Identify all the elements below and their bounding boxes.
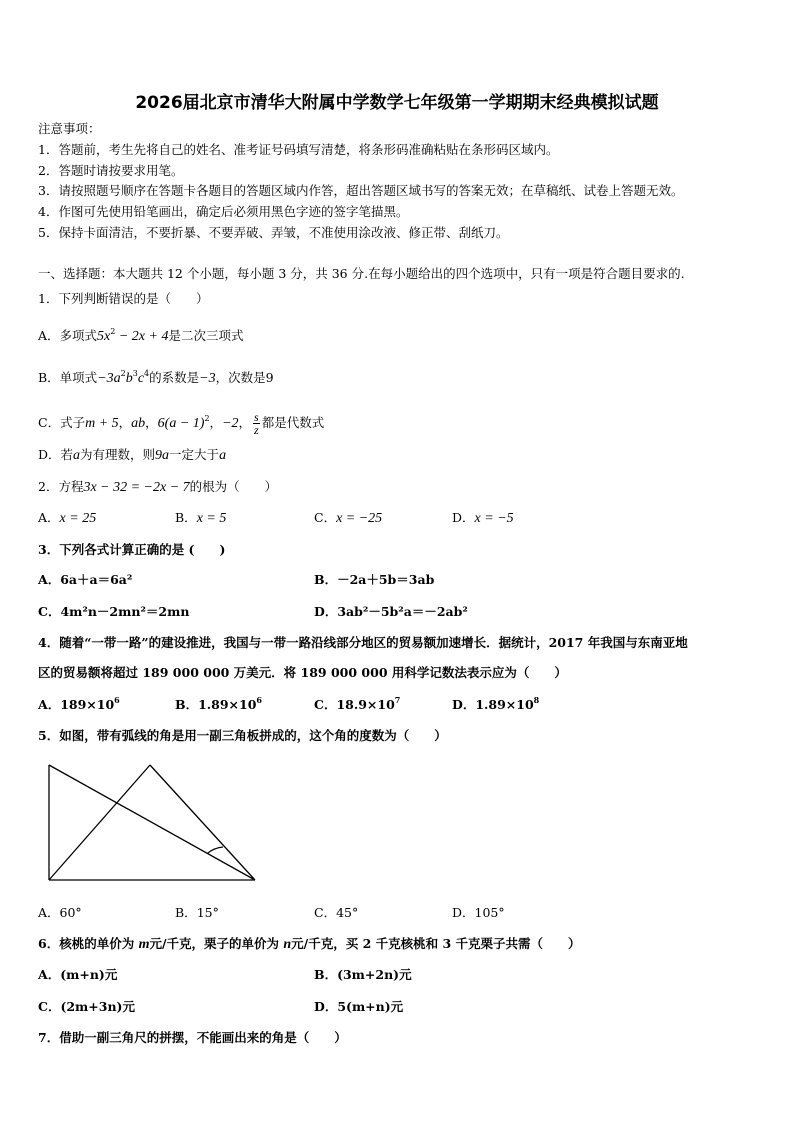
question-6-option-b: B．(3m+2n)元 — [314, 967, 412, 982]
question-2-option-b: B．x = 5 — [175, 510, 227, 526]
triangle-figure — [40, 756, 280, 886]
question-4-stem: 4．随着“一带一路”的建设推进，我国与一带一路沿线部分地区的贸易额加速增长．据统计，2017 年我国与东南亚地 — [38, 635, 688, 650]
question-5-option-c: C．45° — [314, 905, 359, 920]
question-6-option-a: A．(m+n)元 — [38, 967, 118, 982]
question-1-option-d: D．若a为有理数，则9a一定大于a — [38, 447, 227, 463]
question-5-option-a: A．60° — [38, 905, 82, 920]
question-1-option-b: B．单项式$-3a^2b^3c^4$的系数是−3，次数是9 — [38, 369, 274, 386]
notice-item: 5．保持卡面清洁，不要折暴、不要弄破、弄皱，不准使用涂改液、修正带、刮纸刀。 — [38, 225, 509, 240]
question-1-stem: 1．下列判断错误的是（ ） — [38, 291, 209, 306]
question-2-stem: 2．方程3x − 32 = −2x − 7的根为（ ） — [38, 479, 278, 495]
question-3-option-a: A．6a＋a＝6a² — [38, 572, 133, 587]
figure-edge-fall — [150, 765, 255, 880]
question-2-option-d: D．x = −5 — [452, 510, 514, 526]
question-5-option-b: B．15° — [175, 905, 219, 920]
question-7-stem: 7．借助一副三角尺的拼摆，不能画出来的角是（ ） — [38, 1030, 347, 1045]
question-6-option-d: D．5(m+n)元 — [314, 999, 404, 1014]
question-3-option-d: D．3ab²－5b²a＝－2ab² — [314, 604, 468, 619]
notice-heading: 注意事项： — [38, 121, 101, 136]
question-1-option-a: A．多项式$5x^2 - 2x + 4$是二次三项式 — [38, 327, 244, 344]
question-6-option-c: C．(2m+3n)元 — [38, 999, 135, 1014]
notice-item: 1．答题前，考生先将自己的姓名、准考证号码填写清楚，将条形码准确粘贴在条形码区域内。 — [38, 142, 559, 157]
notice-item: 3．请按照题号顺序在答题卡各题目的答题区域内作答，超出答题区域书写的答案无效；在草稿纸、试卷上答题无效。 — [38, 183, 684, 198]
question-4-stem-cont: 区的贸易额将超过 189 000 000 万美元．将 189 000 000 用科学记数法表示应为（ ） — [38, 665, 567, 680]
question-3-stem: 3．下列各式计算正确的是 ( ) — [38, 542, 226, 557]
page-title: 2026届北京市清华大附属中学数学七年级第一学期期末经典模拟试题 — [135, 93, 659, 113]
question-2-option-c: C．x = −25 — [314, 510, 383, 526]
question-6-stem: 6．核桃的单价为 m元/千克，栗子的单价为 n元/千克，买 2 千克核桃和 3 千克栗子共需（ ） — [38, 936, 581, 952]
figure-edge-diagonal — [49, 765, 255, 880]
figure-edge-rise — [49, 765, 150, 880]
question-2-option-a: A．x = 25 — [38, 510, 97, 526]
question-3-option-b: B．－2a＋5b＝3ab — [314, 572, 435, 587]
question-3-option-c: C．4m²n－2mn²＝2mn — [38, 604, 190, 619]
question-4-option-b: B．$1.89\times 10^6$ — [175, 695, 262, 712]
section-heading: 一、选择题：本大题共 12 个小题，每小题 3 分，共 36 分.在每小题给出的四个选项中，只有一项是符合题目要求的. — [38, 266, 685, 281]
question-5-stem: 5．如图，带有弧线的角是用一副三角板拼成的，这个角的度数为（ ） — [38, 728, 447, 743]
question-4-option-c: C．$18.9\times 10^7$ — [314, 695, 401, 712]
question-1-option-c: C．式子m + 5，ab，$6(a - 1)^2$，−2， $\frac{s}{z}$ 都是代数式 — [38, 410, 325, 437]
angle-arc — [207, 847, 223, 853]
question-4-option-d: D．$1.89\times 10^8$ — [452, 695, 540, 712]
question-4-option-a: A．$189\times 10^6$ — [38, 695, 120, 712]
notice-item: 4．作图可先使用铅笔画出，确定后必须用黑色字迹的签字笔描黑。 — [38, 204, 409, 219]
question-5-option-d: D．105° — [452, 905, 505, 920]
notice-item: 2．答题时请按要求用笔。 — [38, 163, 184, 178]
